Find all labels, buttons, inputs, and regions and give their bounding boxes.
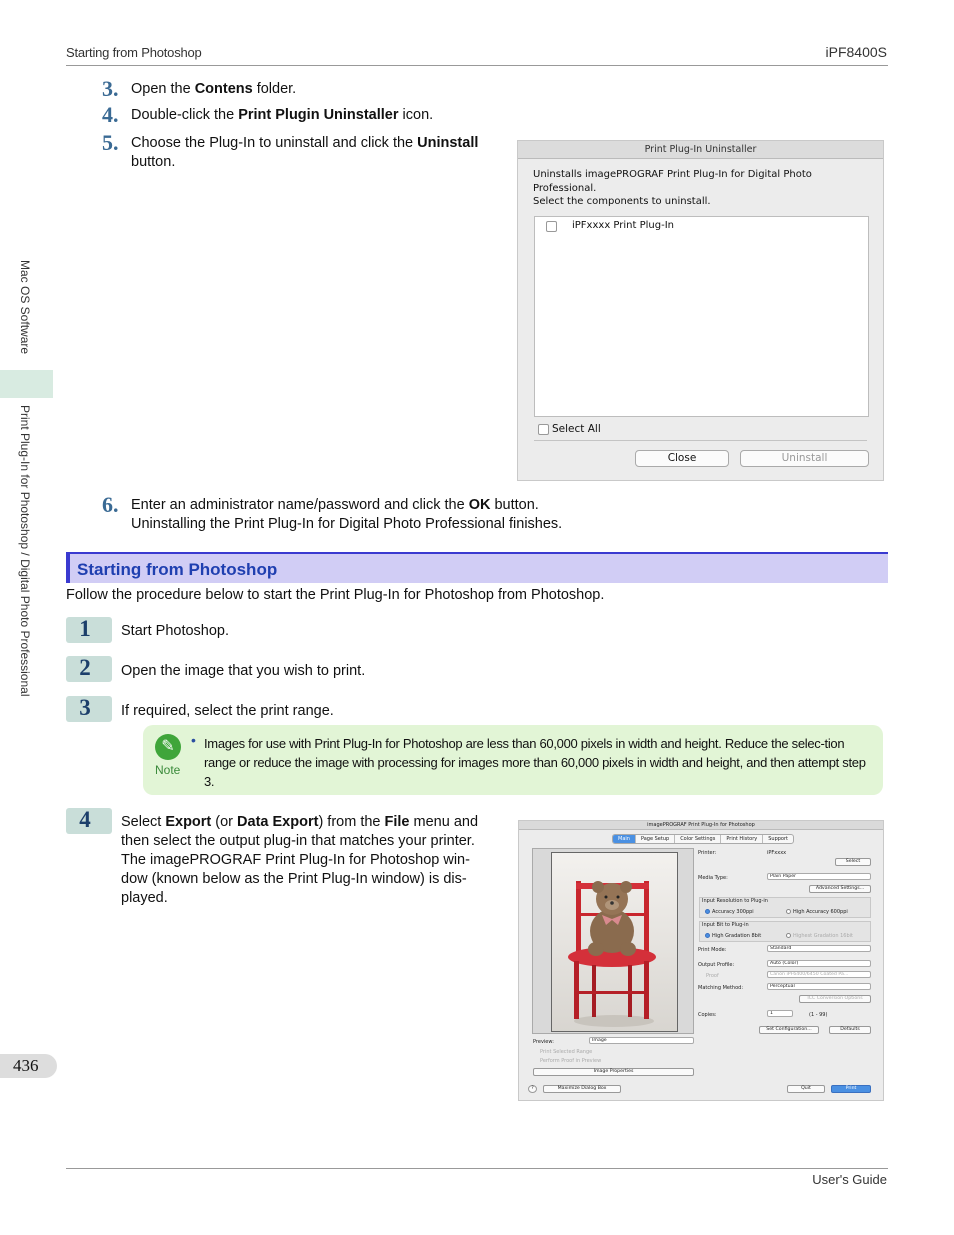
select-all-checkbox[interactable] [538, 424, 549, 435]
header-section: Starting from Photoshop [66, 45, 202, 60]
proof-checkbox[interactable]: Proof [706, 973, 719, 979]
input-resolution-group: Input Resolution to Plug-in Accuracy 300ppi High Accuracy 600ppi [699, 897, 871, 918]
tab-color-settings[interactable]: Color Settings [675, 835, 721, 843]
media-type-select[interactable]: Plain Paper [767, 873, 871, 880]
step-text: Select Export (or Data Export) from the File menu and then select the output plug-in that matches your printer. The imagePROGRAF Print Plug-In for Photoshop win- dow (known below as the Print Plug-In window) is dis- played. [121, 814, 479, 906]
output-profile-label: Output Profile: [698, 962, 735, 968]
component-label: iPFxxxx Print Plug-In [572, 220, 674, 231]
dialog-title: Print Plug-In Uninstaller [518, 141, 883, 159]
preview-image [551, 852, 678, 1032]
tab-support[interactable]: Support [768, 836, 788, 842]
defaults-button[interactable]: Defaults [829, 1026, 871, 1034]
component-checkbox[interactable] [546, 221, 557, 232]
plugin-tabs [612, 834, 794, 844]
dialog-divider [534, 440, 867, 441]
footer-label: User's Guide [812, 1172, 887, 1187]
section-title: Starting from Photoshop [77, 560, 278, 579]
step-text: Enter an administrator name/password and click the OK button. Uninstalling the Print Plug-In for Digital Photo Professional finishes. [131, 497, 563, 532]
perform-proof-checkbox[interactable]: Perform Proof in Preview [540, 1058, 602, 1064]
step-text: Open the image that you wish to print. [121, 663, 366, 679]
accuracy-600-radio[interactable] [786, 909, 791, 914]
step-text: Double-click the Print Plugin Uninstaller icon. [131, 107, 434, 123]
print-mode-select[interactable]: Standard [767, 945, 871, 952]
page-number: 436 [0, 1054, 57, 1078]
copies-range: (1 - 99) [809, 1012, 828, 1018]
header-divider [66, 65, 888, 66]
proof-select[interactable]: Canon iPF6400/6450 Coated Pa... [767, 971, 871, 978]
printer-value: iPFxxxx [767, 850, 787, 856]
note-text: Images for use with Print Plug-In for Photoshop are less than 60,000 pixels in width and height. Reduce the selec-tion range or reduce the image with processing for images more than 60,000 pixels in width and height, and then attempt step 3. [204, 736, 866, 789]
step-badge: 1 [66, 617, 112, 643]
set-configuration-button[interactable]: Set Configuration... [759, 1026, 819, 1034]
step-badge: 3 [66, 696, 112, 722]
select-all-label[interactable]: Select All [552, 423, 601, 435]
footer-divider [66, 1168, 888, 1169]
plugin-title: imagePROGRAF Print Plug-In for Photoshop [519, 821, 883, 830]
print-button[interactable]: Print [831, 1085, 871, 1093]
step-number: 5. [102, 130, 119, 155]
gradation-8bit-radio[interactable] [705, 933, 710, 938]
printer-label: Printer: [698, 850, 717, 856]
dialog-description: Uninstalls imagePROGRAF Print Plug-In for Digital Photo Professional. Select the components to uninstall. [533, 169, 812, 207]
print-selected-range-checkbox[interactable]: Print Selected Range [540, 1049, 593, 1055]
section-intro: Follow the procedure below to start the Print Plug-In for Photoshop from Photoshop. [66, 587, 605, 603]
step-number: 3. [102, 76, 119, 101]
tab-main[interactable]: Main [613, 835, 636, 843]
print-mode-label: Print Mode: [698, 947, 727, 953]
advanced-settings-button[interactable]: Advanced Settings... [809, 885, 871, 893]
section-heading [66, 552, 888, 583]
preview-area [532, 848, 694, 1034]
media-type-label: Media Type: [698, 875, 728, 881]
copies-label: Copies: [698, 1012, 717, 1018]
gradation-16bit-radio[interactable] [786, 933, 791, 938]
side-tab-marker [0, 370, 53, 398]
select-printer-button[interactable]: Select [835, 858, 871, 866]
uninstall-button[interactable]: Uninstall [740, 450, 869, 467]
icc-conversion-button[interactable]: ICC Conversion Options [799, 995, 871, 1003]
plugin-window [518, 820, 884, 1101]
preview-select[interactable]: Image [589, 1037, 694, 1044]
step-text: Start Photoshop. [121, 623, 230, 639]
matching-method-select[interactable]: Perceptual [767, 983, 871, 990]
teddy-bear-chair-image [552, 853, 678, 1032]
step-badge: 4 [66, 808, 112, 834]
header-model: iPF8400S [825, 44, 887, 60]
matching-method-label: Matching Method: [698, 985, 744, 991]
close-button[interactable]: Close [635, 450, 729, 467]
output-profile-select[interactable]: Auto (Color) [767, 960, 871, 967]
image-properties-button[interactable]: Image Properties [533, 1068, 694, 1076]
note-box: ✎ Note • Images for use with Print Plug-In for Photoshop are less than 60,000 pixels in width and height. Reduce the selec-tion range or reduce the image with processing for images more than 60,000 pixels in width and height, and then attempt step 3. [143, 725, 883, 795]
uninstaller-dialog [517, 140, 884, 481]
step-text: Open the Contens folder. [131, 81, 297, 97]
accuracy-300-radio[interactable] [705, 909, 710, 914]
step-number: 4. [102, 102, 119, 127]
copies-input[interactable]: 1 [767, 1010, 793, 1017]
tab-page-setup[interactable]: Page Setup [636, 835, 675, 843]
side-tab-print-plugin[interactable]: Print Plug-In for Photoshop / Digital Photo Professional [18, 405, 32, 697]
tab-print-history[interactable]: Print History [721, 835, 763, 843]
side-tab-mac-os[interactable]: Mac OS Software [18, 260, 32, 355]
component-list[interactable] [534, 216, 869, 417]
preview-label: Preview: [533, 1039, 554, 1045]
note-label: Note [155, 763, 181, 777]
input-bit-group: Input Bit to Plug-in High Gradation 8bit Highest Gradation 16bit [699, 921, 871, 942]
help-button[interactable]: ? [528, 1085, 537, 1093]
step-number: 6. [102, 492, 119, 517]
maximize-dialog-button[interactable]: Maximize Dialog Box [543, 1085, 621, 1093]
step-text: If required, select the print range. [121, 703, 334, 719]
quit-button[interactable]: Quit [787, 1085, 825, 1093]
step-badge: 2 [66, 656, 112, 682]
step-text: Choose the Plug-In to uninstall and click the Uninstall button. [131, 135, 479, 170]
pencil-icon: ✎ [155, 734, 181, 760]
